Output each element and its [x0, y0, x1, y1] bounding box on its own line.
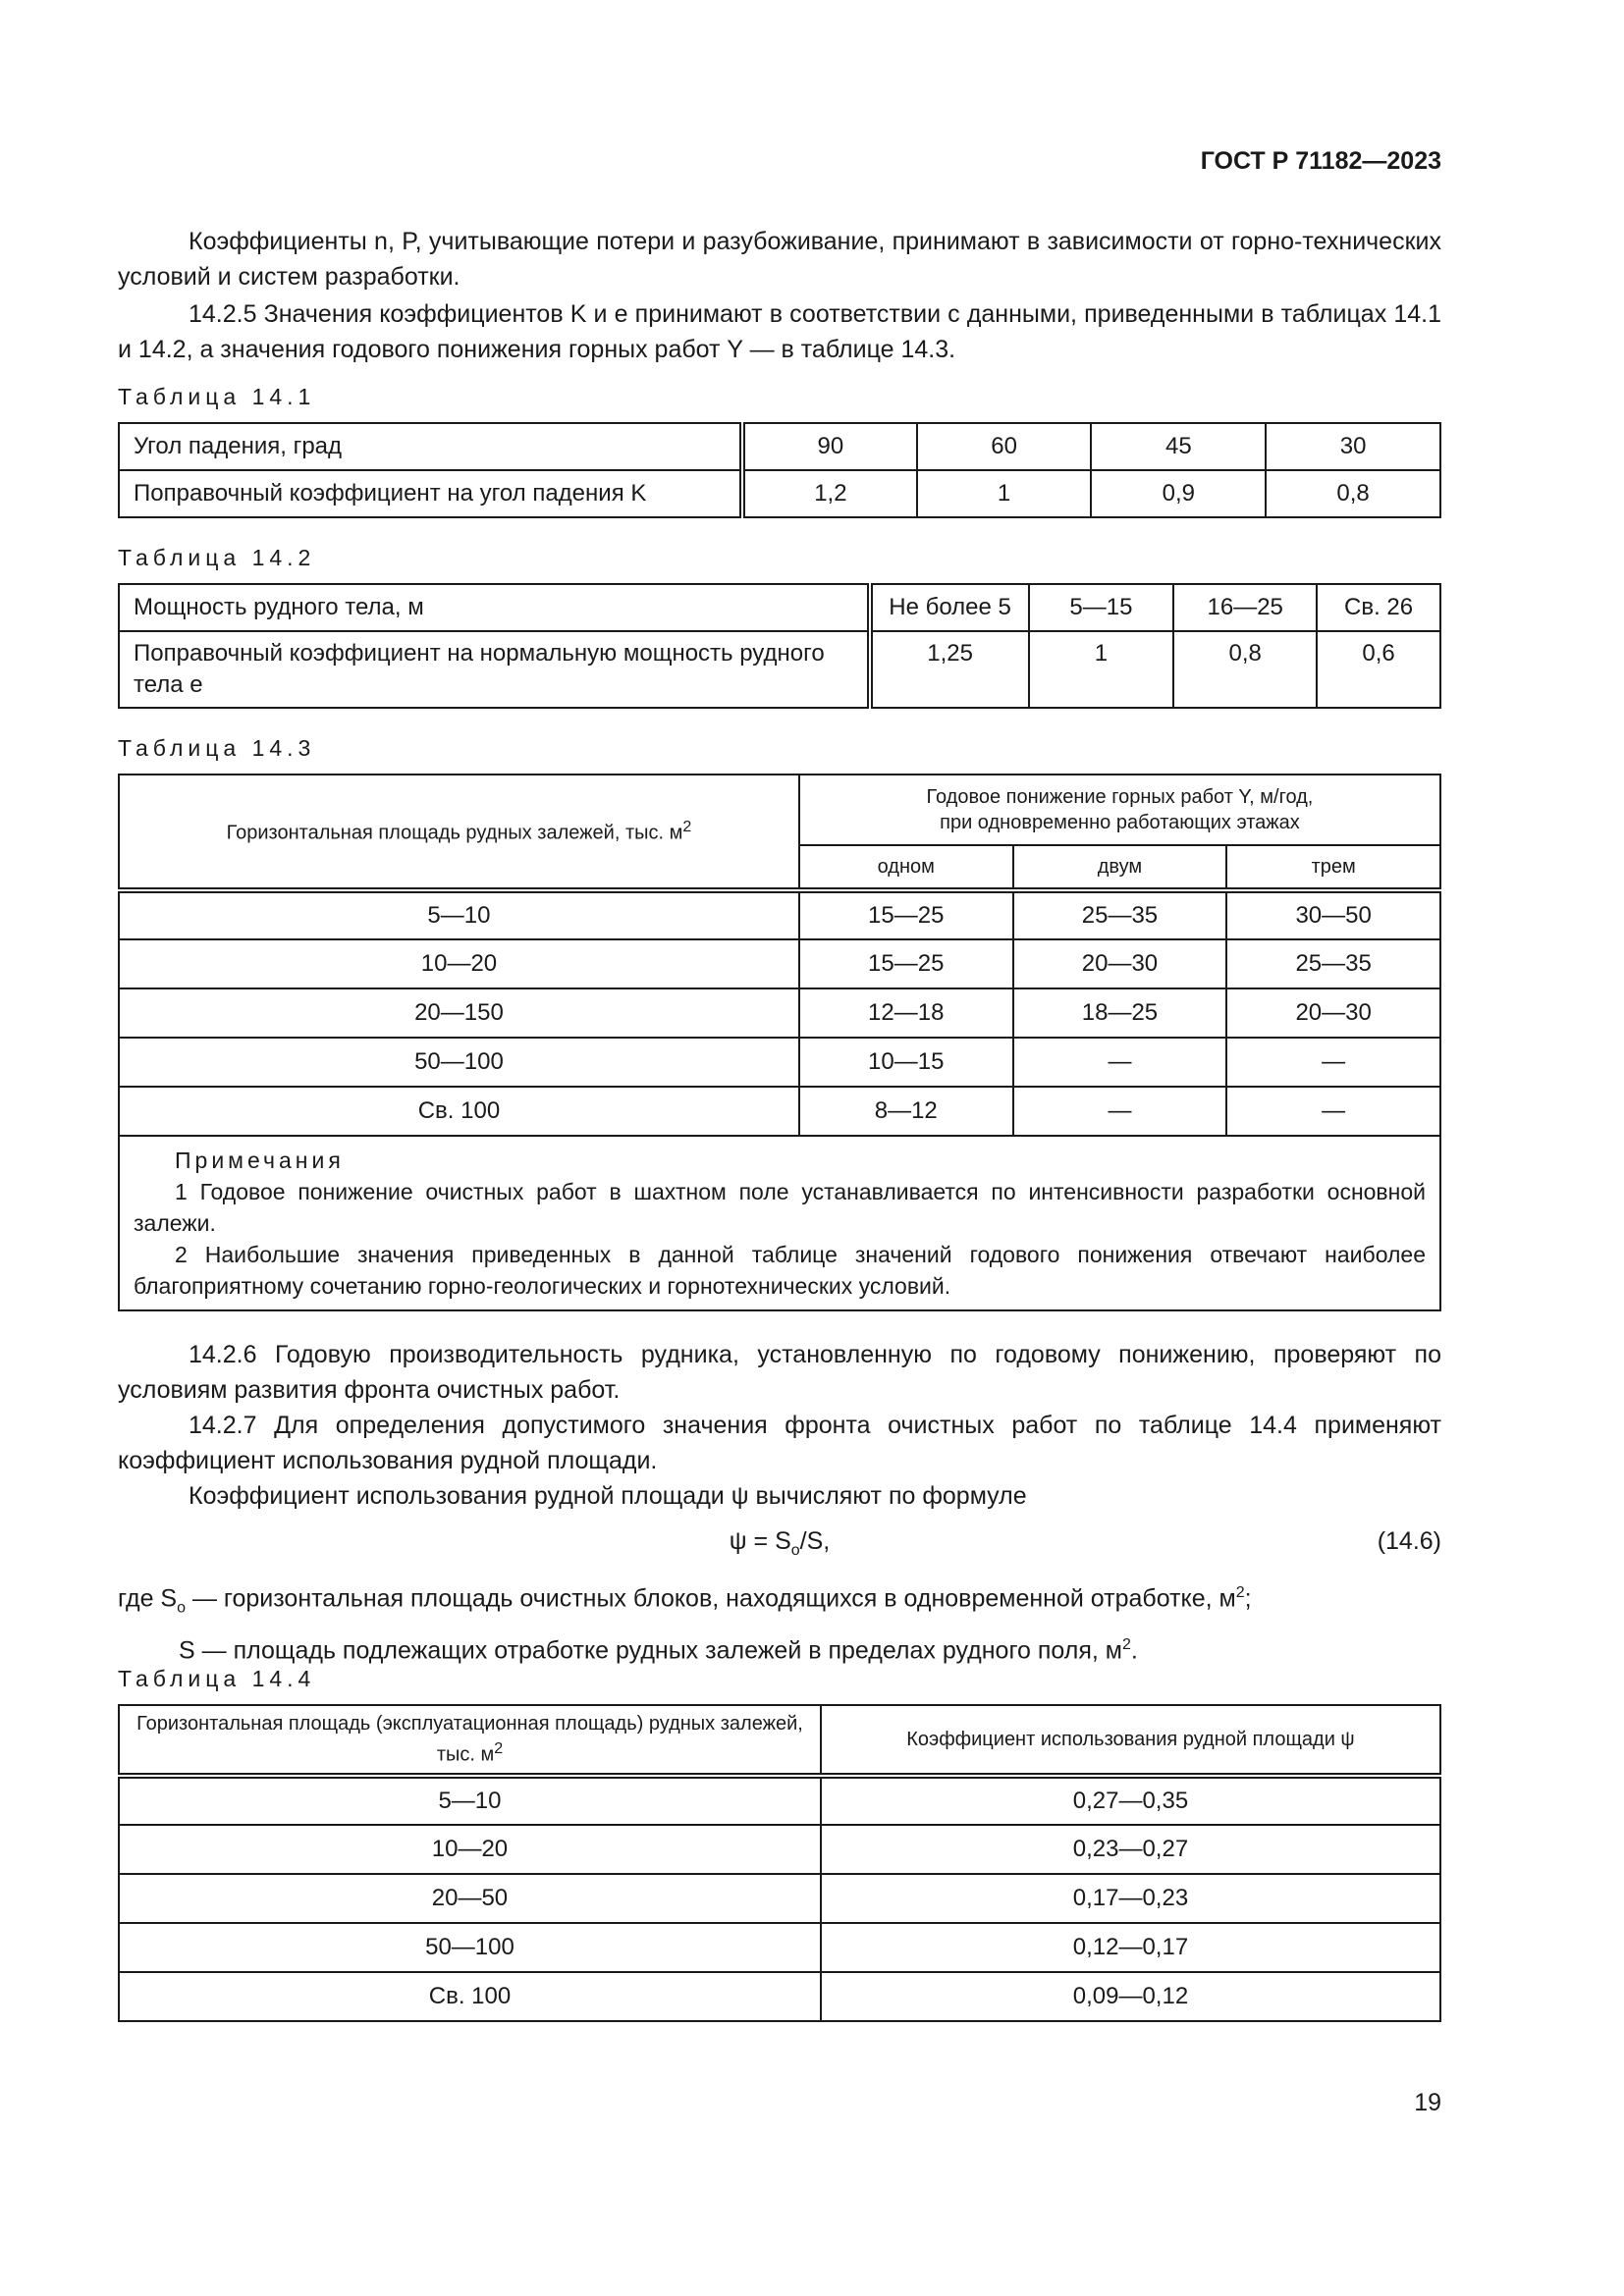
- table-14-3: [118, 774, 1441, 1311]
- paragraph-formula-intro: Коэффициент использования рудной площади ψ вычисляют по формуле: [189, 1482, 1027, 1510]
- table-row: [119, 423, 1440, 470]
- table-cell: Угол падения, град: [119, 423, 742, 470]
- table-row: [119, 1038, 1440, 1087]
- table-row: [119, 584, 1440, 631]
- table-cell: Поправочный коэффициент на нормальную мощность рудного тела e: [119, 631, 870, 708]
- table-cell: Св. 26: [1317, 584, 1440, 631]
- table-row: [119, 939, 1440, 988]
- note-1: 1 Годовое понижение очистных работ в шахтном поле устанавливается по интенсивности разработки основной залежи.: [134, 1179, 1426, 1236]
- table-cell: —: [1013, 1087, 1227, 1136]
- table-cell: 8—12: [799, 1087, 1013, 1136]
- table-row: [119, 1705, 1440, 1776]
- table-cell: 15—25: [799, 939, 1013, 988]
- table-cell: 0,23—0,27: [821, 1825, 1440, 1874]
- table-row: [119, 1923, 1440, 1972]
- page-number: 19: [1414, 2089, 1441, 2116]
- table-row: [119, 1087, 1440, 1136]
- table-cell: 20—150: [119, 988, 799, 1038]
- table-cell: 45: [1091, 423, 1266, 470]
- table-sub-header: одном: [799, 845, 1013, 890]
- table-cell: 0,8: [1173, 631, 1317, 708]
- table-cell: 10—20: [119, 1825, 821, 1874]
- table-cell: 16—25: [1173, 584, 1317, 631]
- table-col-header: Горизонтальная площадь рудных залежей, тыс. $м^2$: [119, 774, 799, 890]
- table-notes: [119, 1136, 1440, 1310]
- table-cell: Мощность рудного тела, м: [119, 584, 870, 631]
- table-cell: 1,2: [742, 470, 917, 517]
- table-cell: Св. 100: [119, 1972, 821, 2021]
- formula-expression: $\psi = S_o/S$,: [729, 1527, 831, 1559]
- table-cell: 30—50: [1226, 890, 1440, 939]
- table-cell: 0,17—0,23: [821, 1874, 1440, 1923]
- table-cell: 20—30: [1013, 939, 1227, 988]
- formula-where-1: где $S_o$ — горизонтальная площадь очистных блоков, находящихся в одновременной отработке, $м^2$;: [118, 1584, 1252, 1617]
- table-cell: 5—15: [1029, 584, 1174, 631]
- table-cell: 18—25: [1013, 988, 1227, 1038]
- table-14-2-caption: Таблица 14.2: [118, 545, 316, 570]
- table-14-4-caption: Таблица 14.4: [118, 1666, 316, 1691]
- table-cell: 10—15: [799, 1038, 1013, 1087]
- table-row: [119, 631, 1440, 708]
- table-row: [119, 470, 1440, 517]
- table-cell: 20—30: [1226, 988, 1440, 1038]
- table-14-4: [118, 1704, 1441, 2022]
- table-cell: 5—10: [119, 890, 799, 939]
- table-notes-row: [119, 1136, 1440, 1310]
- table-cell: 0,09—0,12: [821, 1972, 1440, 2021]
- table-cell: 5—10: [119, 1776, 821, 1825]
- table-cell: 25—35: [1226, 939, 1440, 988]
- table-cell: Св. 100: [119, 1087, 799, 1136]
- table-cell: 1: [1029, 631, 1174, 708]
- table-14-2: [118, 583, 1441, 709]
- table-row: [119, 1972, 1440, 2021]
- table-col-header: Горизонтальная площадь (эксплуатационная площадь) рудных залежей, тыс. $м^2$: [119, 1705, 821, 1776]
- table-cell: 15—25: [799, 890, 1013, 939]
- table-col-header: Коэффициент использования рудной площади ψ: [821, 1705, 1440, 1776]
- note-2: 2 Наибольшие значения приведенных в данной таблице значений годового понижения отвечают наиболее благоприятному сочетанию горно-геологических и горнотехнических условий.: [134, 1242, 1426, 1299]
- paragraph-coefficients: Коэффициенты n, P, учитывающие потери и разубоживание, принимают в зависимости от горно-технических условий и систем разработки.: [118, 228, 1441, 291]
- table-cell: 90: [742, 423, 917, 470]
- table-cell: Не более 5: [870, 584, 1029, 631]
- table-group-header: Годовое понижение горных работ Y, м/год, при одновременно работающих этажах: [799, 774, 1440, 845]
- formula-14-6: [118, 1514, 1441, 1569]
- table-row: [119, 1874, 1440, 1923]
- formula-number: (14.6): [1377, 1527, 1441, 1555]
- table-cell: 25—35: [1013, 890, 1227, 939]
- table-cell: 20—50: [119, 1874, 821, 1923]
- paragraph-14-2-5: 14.2.5 Значения коэффициентов K и e принимают в соответствии с данными, приведенными в таблицах 14.1 и 14.2, а значения годового понижения горных работ Y — в таблице 14.3.: [118, 300, 1441, 363]
- table-sub-header: двум: [1013, 845, 1227, 890]
- document-header: ГОСТ Р 71182—2023: [1200, 147, 1441, 175]
- paragraph-14-2-6: 14.2.6 Годовую производительность рудника, установленную по годовому понижению, проверяют по условиям развития фронта очистных работ.: [118, 1341, 1441, 1404]
- table-cell: —: [1226, 1038, 1440, 1087]
- table-cell: 0,27—0,35: [821, 1776, 1440, 1825]
- table-cell: 50—100: [119, 1923, 821, 1972]
- paragraph-14-2-7: 14.2.7 Для определения допустимого значения фронта очистных работ по таблице 14.4 применяют коэффициент использования рудной площади.: [118, 1412, 1441, 1474]
- table-cell: 60: [917, 423, 1092, 470]
- table-14-1-caption: Таблица 14.1: [118, 384, 316, 409]
- table-14-3-caption: Таблица 14.3: [118, 735, 316, 761]
- table-row: [119, 890, 1440, 939]
- table-cell: 0,9: [1091, 470, 1266, 517]
- notes-title: Примечания: [175, 1148, 345, 1173]
- table-cell: 10—20: [119, 939, 799, 988]
- table-row: [119, 1776, 1440, 1825]
- table-cell: —: [1013, 1038, 1227, 1087]
- table-cell: 0,6: [1317, 631, 1440, 708]
- table-cell: 0,12—0,17: [821, 1923, 1440, 1972]
- table-cell: 12—18: [799, 988, 1013, 1038]
- table-cell: 30: [1266, 423, 1440, 470]
- table-14-1: [118, 422, 1441, 518]
- table-row: [119, 1825, 1440, 1874]
- table-cell: 0,8: [1266, 470, 1440, 517]
- table-row: [119, 774, 1440, 845]
- table-row: [119, 988, 1440, 1038]
- table-cell: 1,25: [870, 631, 1029, 708]
- formula-where-2: S — площадь подлежащих отработке рудных залежей в пределах рудного поля, $м^2$.: [179, 1636, 1138, 1665]
- table-cell: 50—100: [119, 1038, 799, 1087]
- table-cell: 1: [917, 470, 1092, 517]
- table-cell: —: [1226, 1087, 1440, 1136]
- table-sub-header: трем: [1226, 845, 1440, 890]
- table-cell: Поправочный коэффициент на угол падения K: [119, 470, 742, 517]
